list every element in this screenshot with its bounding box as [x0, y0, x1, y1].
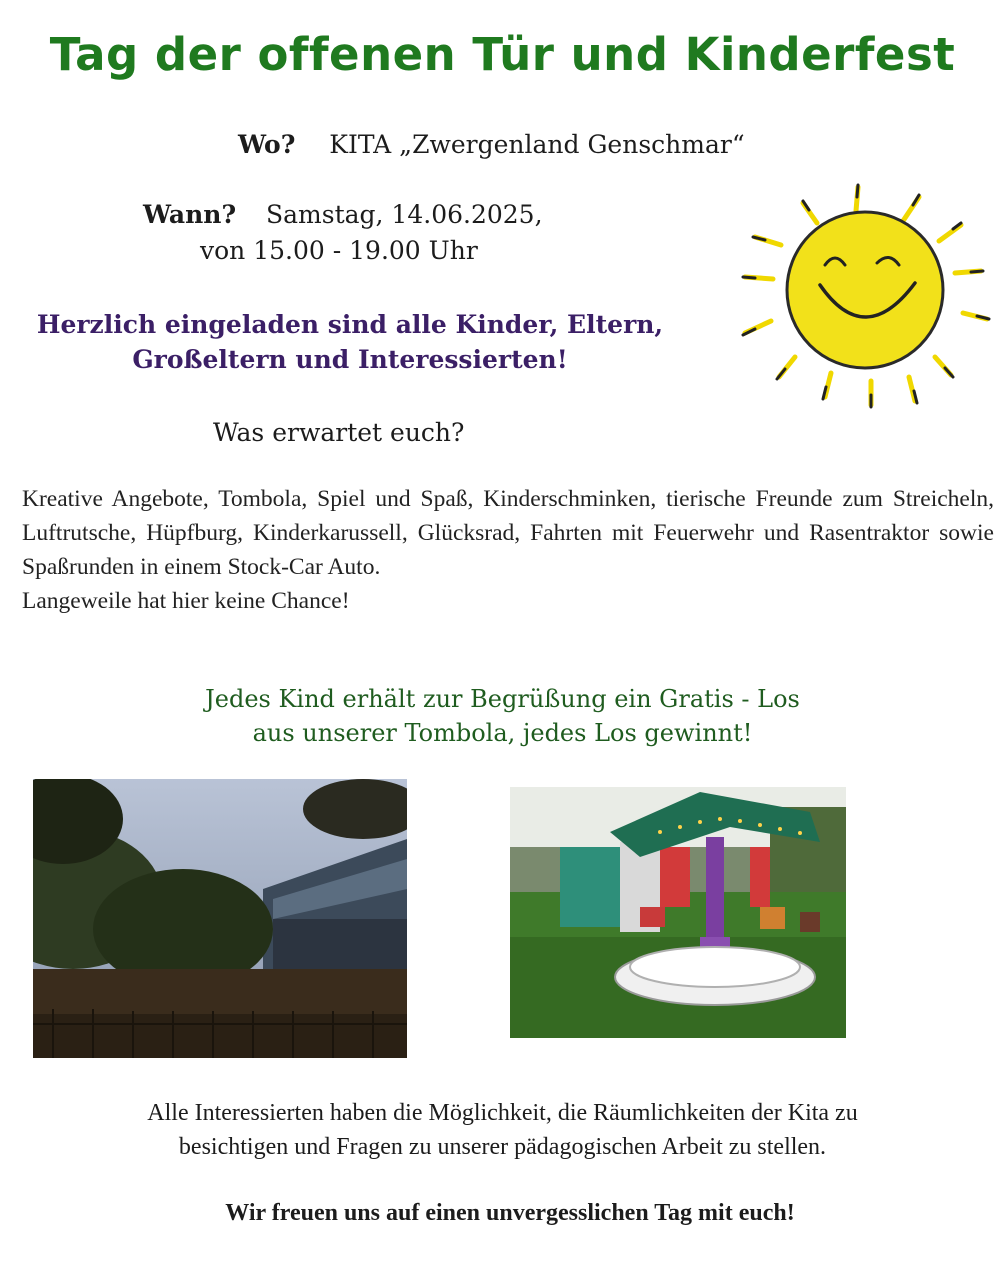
invitation-line-1: Herzlich eingeladen sind alle Kinder, Eltern,: [36, 310, 664, 339]
photo-kita-building: [33, 779, 407, 1058]
activities-paragraph: [22, 482, 994, 618]
when-time: von 15.00 - 19.00 Uhr: [200, 236, 478, 265]
when-date: Samstag, 14.06.2025,: [266, 200, 543, 229]
expect-heading: Was erwartet euch?: [213, 418, 465, 447]
when-label: Wann?: [143, 200, 237, 229]
invitation-line-2: Großeltern und Interessierten!: [132, 345, 568, 374]
lottery-line-2: aus unserer Tombola, jedes Los gewinnt!: [252, 719, 753, 747]
where-line: [238, 130, 745, 159]
where-value: KITA „Zwergenland Genschmar“: [329, 130, 745, 159]
sun-icon: [725, 175, 1005, 420]
activities-text: Kreative Angebote, Tombola, Spiel und Spaß, Kinderschminken, tierische Freunde zum Streicheln, Luftrutsche, Hüpfburg, Kinderkarussell, Glücksrad, Fahrten mit Feuerwehr und Rasentraktor sowie Spaßrunden in einem Stock-Car Auto.: [22, 486, 994, 580]
where-label: Wo?: [238, 130, 296, 159]
photo-kinderkarussell: [510, 787, 846, 1038]
page-title: Tag der offenen Tür und Kinderfest: [49, 28, 956, 81]
footer-line-1: Alle Interessierten haben die Möglichkeit, die Räumlichkeiten der Kita zu: [147, 1100, 858, 1126]
when-line: [143, 200, 543, 229]
footer-line-2: besichtigen und Fragen zu unserer pädagogischen Arbeit zu stellen.: [178, 1134, 827, 1160]
boredom-line: Langeweile hat hier keine Chance!: [22, 588, 350, 614]
lottery-line-1: Jedes Kind erhält zur Begrüßung ein Gratis - Los: [205, 685, 800, 713]
closing-line: Wir freuen uns auf einen unvergesslichen Tag mit euch!: [225, 1200, 795, 1226]
